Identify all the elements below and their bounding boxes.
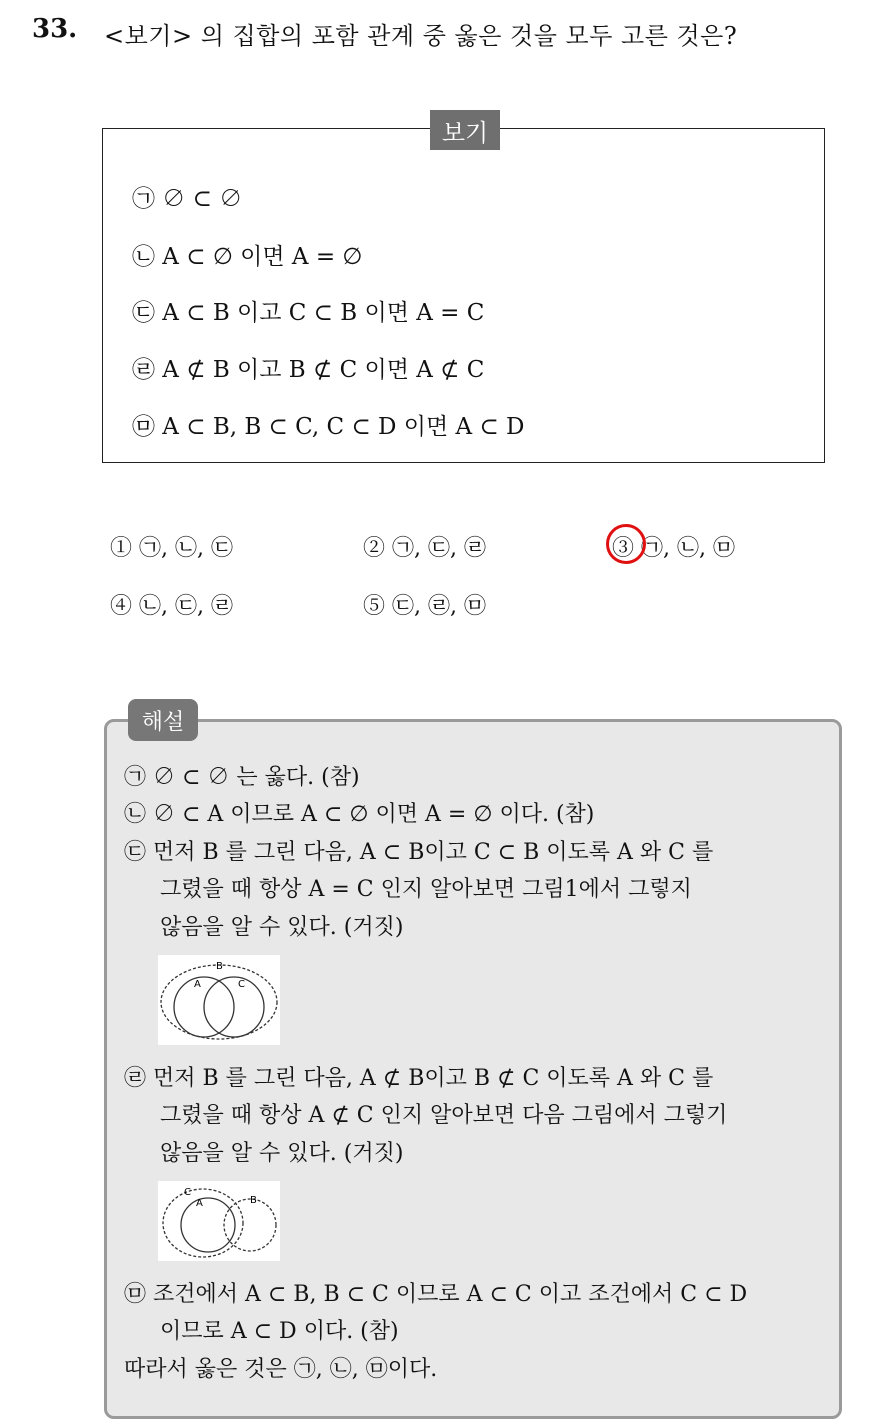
solution-label: 해설 xyxy=(128,699,198,741)
solution-line-3: ㉢ 먼저 B 를 그린 다음, A ⊂ B이고 C ⊂ B 이도록 A 와 C 를 xyxy=(124,840,714,865)
solution-line-6: ㉣ 먼저 B 를 그린 다음, A ⊄ B이고 B ⊄ C 이도록 A 와 C 를 xyxy=(124,1066,714,1091)
choice-4[interactable]: ④ ㉡, ㉢, ㉣ xyxy=(110,594,233,619)
question-number: 33. xyxy=(32,14,78,44)
venn1-label-c: C xyxy=(238,979,245,990)
bogi-item-5: ㉤ A ⊂ B, B ⊂ C, C ⊂ D 이면 A ⊂ D xyxy=(132,414,525,440)
solution-line-1: ㉠ ∅ ⊂ ∅ 는 옳다. (참) xyxy=(124,765,360,790)
venn1-label-a: A xyxy=(194,979,201,990)
bogi-item-2: ㉡ A ⊂ ∅ 이면 A = ∅ xyxy=(132,244,363,270)
bogi-item-1: ㉠ ∅ ⊂ ∅ xyxy=(132,186,243,212)
solution-line-2: ㉡ ∅ ⊂ A 이므로 A ⊂ ∅ 이면 A = ∅ 이다. (참) xyxy=(124,802,595,827)
choice-3[interactable]: ③ ㉠, ㉡, ㉤ xyxy=(612,536,735,561)
bogi-item-4: ㉣ A ⊄ B 이고 B ⊄ C 이면 A ⊄ C xyxy=(132,357,485,383)
choice-1[interactable]: ① ㉠, ㉡, ㉢ xyxy=(110,536,233,561)
solution-line-8: 않음을 알 수 있다. (거짓) xyxy=(160,1141,404,1166)
venn1-label-b: B xyxy=(216,961,223,972)
solution-line-9: ㉤ 조건에서 A ⊂ B, B ⊂ C 이므로 A ⊂ C 이고 조건에서 C ⊂ D xyxy=(124,1282,748,1307)
question-text: <보기> 의 집합의 포함 관계 중 옳은 것을 모두 고른 것은? xyxy=(104,22,738,50)
selected-answer-mark xyxy=(606,524,646,564)
venn2-label-a: A xyxy=(196,1198,203,1209)
solution-line-7: 그렸을 때 항상 A ⊄ C 인지 알아보면 다음 그림에서 그렇기 xyxy=(160,1103,728,1128)
solution-line-4: 그렸을 때 항상 A = C 인지 알아보면 그림1에서 그렇지 xyxy=(160,877,692,902)
solution-line-10: 이므로 A ⊂ D 이다. (참) xyxy=(160,1319,399,1344)
bogi-item-3: ㉢ A ⊂ B 이고 C ⊂ B 이면 A = C xyxy=(132,300,485,326)
bogi-label: 보기 xyxy=(430,110,500,150)
solution-line-11: 따라서 옳은 것은 ㉠, ㉡, ㉤이다. xyxy=(124,1357,438,1382)
choice-2[interactable]: ② ㉠, ㉢, ㉣ xyxy=(363,536,486,561)
venn2-label-b: B xyxy=(250,1195,257,1206)
solution-line-5: 않음을 알 수 있다. (거짓) xyxy=(160,915,404,940)
choice-5[interactable]: ⑤ ㉢, ㉣, ㉤ xyxy=(363,594,486,619)
venn-diagram-2 xyxy=(158,1181,280,1261)
venn-diagram-1 xyxy=(158,955,280,1045)
venn2-label-c: C xyxy=(184,1187,191,1198)
